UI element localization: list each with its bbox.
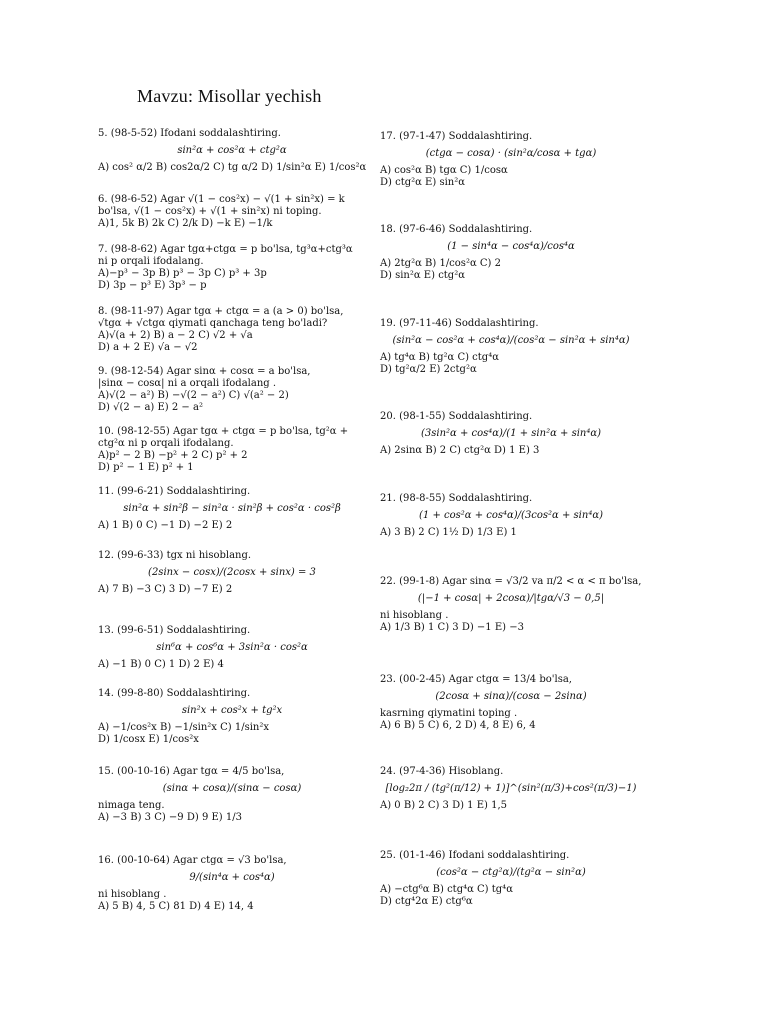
- answer-options: A) 6 B) 5 C) 6, 2 D) 4, 8 E) 6, 4: [380, 720, 536, 731]
- problem-formula: (3sin²α + cos⁴α)/(1 + sin²α + sin⁴α): [420, 428, 602, 439]
- answer-options: D) ctg⁴2α E) ctg⁶α: [380, 896, 473, 907]
- problem-formula: (cos²α − ctg²α)/(tg²α − sin²α): [436, 867, 586, 878]
- problem-text-line: nimaga teng.: [98, 800, 165, 811]
- answer-options: A)√(a + 2) B) a − 2 C) √2 + √a: [98, 330, 253, 341]
- answer-options: A) tg⁴α B) tg²α C) ctg⁴α: [380, 352, 499, 363]
- answer-options: D) a + 2 E) √a − √2: [98, 342, 198, 353]
- answer-options: D) tg²α/2 E) 2ctg²α: [380, 364, 477, 375]
- problem-formula: (sinα + cosα)/(sinα − cosα): [162, 783, 302, 794]
- problem-formula: sin²x + cos²x + tg²x: [181, 705, 283, 716]
- answer-options: A)−p³ − 3p B) p³ − 3p C) p³ + 3p: [98, 268, 267, 279]
- problem-formula: (sin²α − cos²α + cos⁴α)/(cos²α − sin²α + sin⁴α): [392, 335, 630, 346]
- answer-options: A) cos² α/2 B) cos2α/2 C) tg α/2 D) 1/sin²α E) 1/cos²α: [98, 162, 367, 173]
- problem-statement: 11. (99-6-21) Soddalashtiring.: [98, 486, 251, 497]
- problem-formula: sin²α + sin²β − sin²α · sin²β + cos²α · cos²β: [123, 503, 341, 514]
- answer-options: D) √(2 − a) E) 2 − a²: [98, 402, 203, 413]
- answer-options: A) 2sinα B) 2 C) ctg²α D) 1 E) 3: [380, 445, 540, 456]
- problem-text-line: ni hisoblang .: [380, 610, 449, 621]
- answer-options: A)1, 5k B) 2k C) 2/k D) −k E) −1/k: [98, 218, 273, 229]
- problem-item: [380, 411, 642, 457]
- answer-options: A) −3 B) 3 C) −9 D) 9 E) 1/3: [98, 812, 242, 823]
- problem-item: [98, 688, 366, 746]
- problem-formula: (ctgα − cosα) · (sin²α/cosα + tgα): [425, 148, 597, 159]
- problem-item: [98, 486, 366, 532]
- problem-statement: 18. (97-6-46) Soddalashtiring.: [380, 224, 533, 235]
- problem-item: [380, 576, 642, 634]
- answer-options: D) p² − 1 E) p² + 1: [98, 462, 194, 473]
- problem-statement: 7. (98-8-62) Agar tgα+ctgα = p bo'lsa, tg³α+ctg³α: [98, 244, 353, 255]
- answer-options: A) 1/3 B) 1 C) 3 D) −1 E) −3: [380, 622, 524, 633]
- answer-options: A) 2tg²α B) 1/cos²α C) 2: [380, 258, 501, 269]
- problem-statement: 22. (99-1-8) Agar sinα = √3/2 va π/2 < α < π bo'lsa,: [380, 576, 642, 587]
- answer-options: A) −ctg⁶α B) ctg⁴α C) tg⁴α: [380, 884, 513, 895]
- problem-formula: (2cosα + sinα)/(cosα − 2sinα): [435, 691, 587, 702]
- answer-options: D) ctg²α E) sin²α: [380, 177, 465, 188]
- problem-text-line: |sinα − cosα| ni a orqali ifodalang .: [98, 378, 277, 389]
- problem-item: [98, 306, 366, 354]
- problem-item: [380, 493, 642, 539]
- problem-text-line: ni hisoblang .: [98, 889, 167, 900]
- problem-statement: 14. (99-8-80) Soddalashtiring.: [98, 688, 251, 699]
- answer-options: A) 1 B) 0 C) −1 D) −2 E) 2: [98, 520, 233, 531]
- answer-options: A) −1 B) 0 C) 1 D) 2 E) 4: [98, 659, 224, 670]
- problem-text-line: bo'lsa, √(1 − cos²x) + √(1 + sin²x) ni toping.: [98, 206, 322, 217]
- problem-item: [98, 426, 366, 474]
- answer-options: A)p² − 2 B) −p² + 2 C) p² + 2: [98, 450, 248, 461]
- problem-formula: (2sinx − cosx)/(2cosx + sinx) = 3: [148, 567, 316, 578]
- problem-text-line: kasrning qiymatini toping .: [380, 708, 518, 719]
- problem-item: [380, 850, 642, 908]
- problem-formula: (1 + cos²α + cos⁴α)/(3cos²α + sin⁴α): [419, 510, 603, 521]
- answer-options: A) 5 B) 4, 5 C) 81 D) 4 E) 14, 4: [98, 901, 254, 912]
- answer-options: A) 3 B) 2 C) 1½ D) 1/3 E) 1: [380, 527, 517, 538]
- problem-statement: 24. (97-4-36) Hisoblang.: [380, 766, 504, 777]
- problem-statement: 17. (97-1-47) Soddalashtiring.: [380, 131, 533, 142]
- problem-statement: 12. (99-6-33) tgx ni hisoblang.: [98, 550, 252, 561]
- problem-statement: 16. (00-10-64) Agar ctgα = √3 bo'lsa,: [98, 855, 287, 866]
- problem-formula: sin²α + cos²α + ctg²α: [177, 145, 287, 156]
- answer-options: D) 1/cosx E) 1/cos²x: [98, 734, 199, 745]
- problem-statement: 8. (98-11-97) Agar tgα + ctgα = a (a > 0) bo'lsa,: [98, 306, 344, 317]
- problem-item: [98, 366, 366, 414]
- problem-statement: 15. (00-10-16) Agar tgα = 4/5 bo'lsa,: [98, 766, 285, 777]
- problem-statement: 9. (98-12-54) Agar sinα + cosα = a bo'lsa,: [98, 366, 311, 377]
- problem-statement: 10. (98-12-55) Agar tgα + ctgα = p bo'lsa, tg²α +: [98, 426, 349, 437]
- problem-statement: 25. (01-1-46) Ifodani soddalashtiring.: [380, 850, 570, 861]
- problem-text-line: ni p orqali ifodalang.: [98, 256, 204, 267]
- problem-text-line: ctg²α ni p orqali ifodalang.: [98, 438, 234, 449]
- problem-item: [380, 131, 642, 189]
- answer-options: A) cos²α B) tgα C) 1/cosα: [380, 165, 508, 176]
- problem-statement: 23. (00-2-45) Agar ctgα = 13/4 bo'lsa,: [380, 674, 572, 685]
- problem-formula: (|−1 + cosα| + 2cosα)/|tgα/√3 − 0,5|: [417, 593, 605, 604]
- problem-item: [98, 128, 366, 174]
- problem-statement: 13. (99-6-51) Soddalashtiring.: [98, 625, 251, 636]
- problem-formula: (1 − sin⁴α − cos⁴α)/cos⁴α: [447, 241, 575, 252]
- problem-item: [380, 224, 642, 282]
- answer-options: A) 0 B) 2 C) 3 D) 1 E) 1,5: [380, 800, 508, 811]
- answer-options: A) −1/cos²x B) −1/sin²x C) 1/sin²x: [98, 722, 270, 733]
- problem-statement: 5. (98-5-52) Ifodani soddalashtiring.: [98, 128, 281, 139]
- problem-item: [98, 244, 366, 292]
- problem-statement: 19. (97-11-46) Soddalashtiring.: [380, 318, 539, 329]
- problem-item: [98, 194, 366, 230]
- problem-formula: 9/(sin⁴α + cos⁴α): [189, 872, 275, 883]
- problem-statement: 21. (98-8-55) Soddalashtiring.: [380, 493, 533, 504]
- problem-statement: 6. (98-6-52) Agar √(1 − cos²x) − √(1 + sin²x) = k: [98, 194, 345, 205]
- problem-item: [380, 318, 642, 376]
- problem-statement: 20. (98-1-55) Soddalashtiring.: [380, 411, 533, 422]
- problem-text-line: √tgα + √ctgα qiymati qanchaga teng bo'ladi?: [98, 318, 328, 329]
- problem-item: [98, 855, 366, 913]
- answer-options: D) sin²α E) ctg²α: [380, 270, 465, 281]
- answer-options: D) 3p − p³ E) 3p³ − p: [98, 280, 207, 291]
- problem-item: [380, 766, 642, 812]
- answer-options: A) 7 B) −3 C) 3 D) −7 E) 2: [98, 584, 233, 595]
- answer-options: A)√(2 − a²) B) −√(2 − a²) C) √(a² − 2): [98, 390, 289, 401]
- problem-item: [380, 674, 642, 732]
- problem-formula: sin⁶α + cos⁶α + 3sin²α · cos²α: [156, 642, 308, 653]
- page-title: Mavzu: Misollar yechish: [137, 86, 322, 106]
- problem-item: [98, 766, 366, 824]
- problem-item: [98, 550, 366, 596]
- problem-item: [98, 625, 366, 671]
- problem-formula: [log₂2π / (tg²(π/12) + 1)]^(sin²(π/3)+cos²(π/3)−1): [385, 783, 637, 794]
